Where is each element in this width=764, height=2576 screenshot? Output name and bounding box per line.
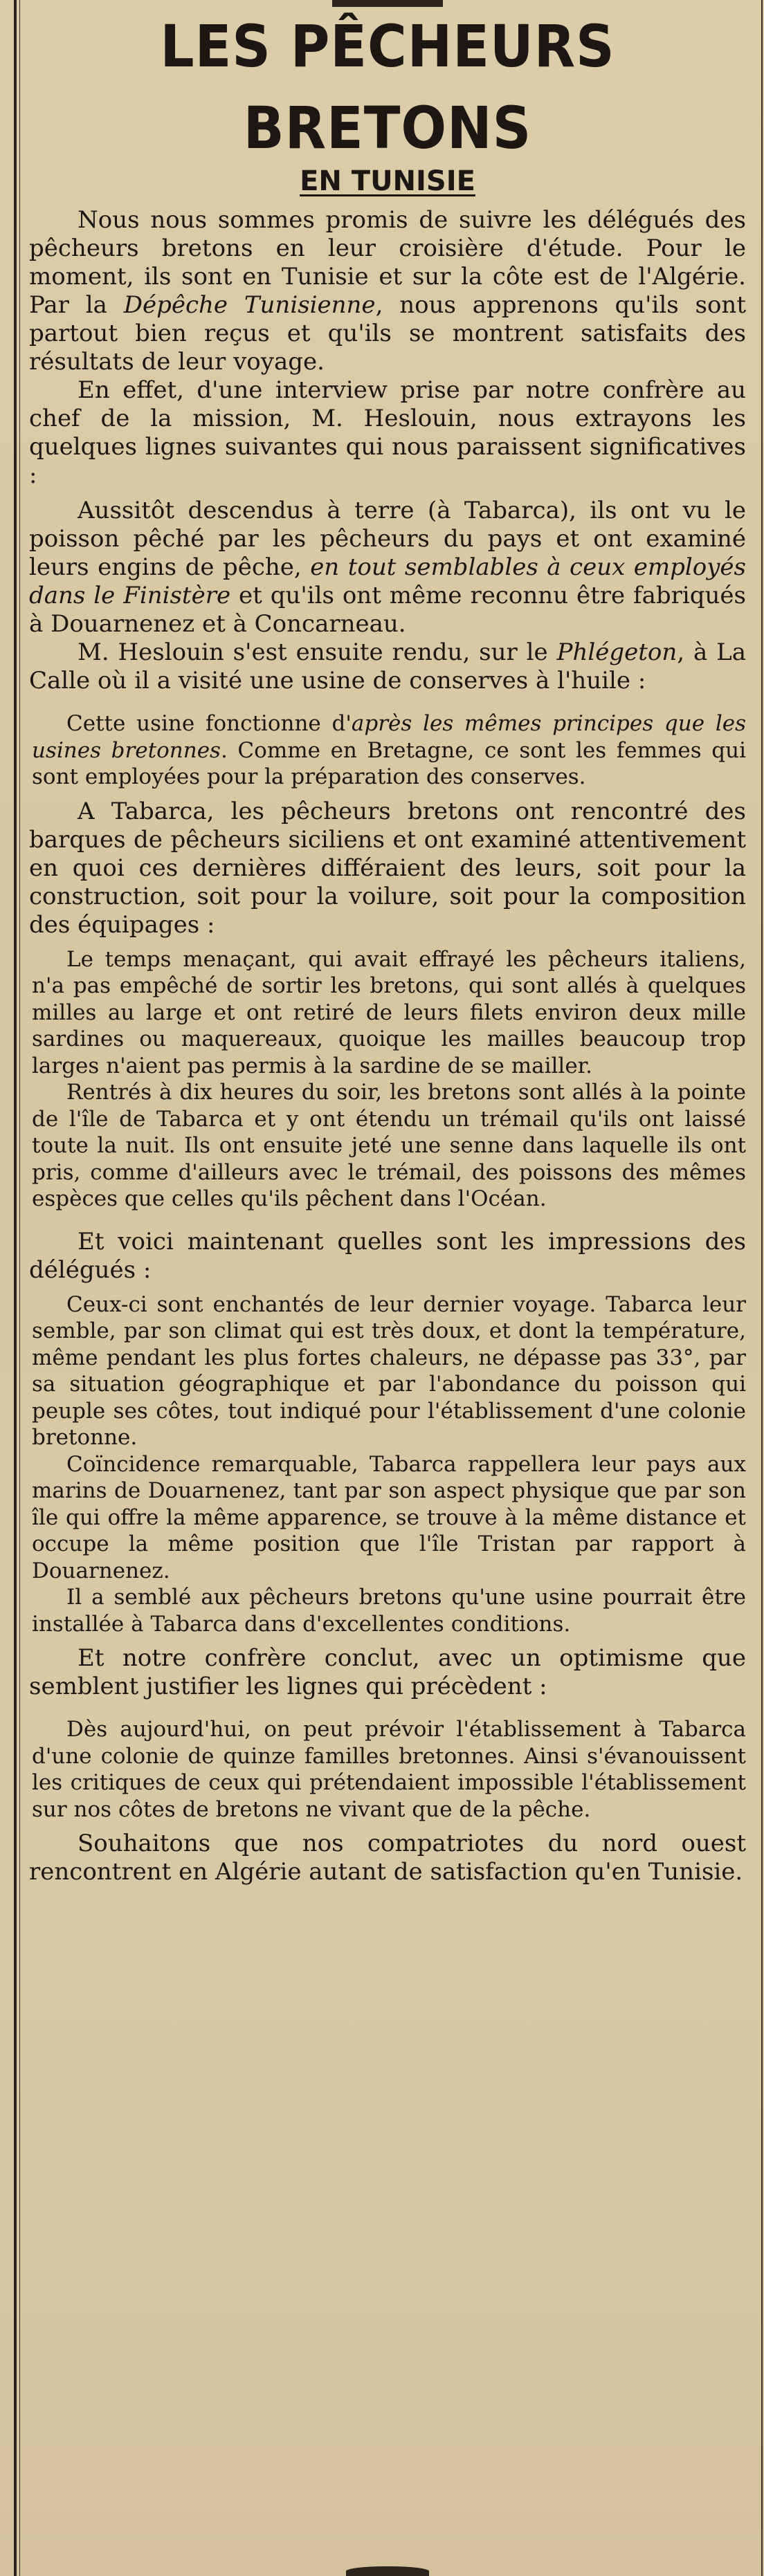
quote-paragraph-14: Dès aujourd'hui, on peut prévoir l'établissement à Tabarca d'une colonie de quinze familles bretonnes. Ainsi s'évanouissent les critiques de ceux qui prétendaient impossible l'établissement sur nos côtes de bretons ne vivant que de la pêche. (32, 1717, 746, 1822)
column-rule-right (761, 0, 763, 2576)
paragraph-15: Souhaitons que nos compatriotes du nord ouest rencontrent en Algérie autant de satisfaction qu'en Tunisie. (29, 1830, 746, 1886)
article (29, 6, 746, 1886)
column-rule-left (14, 0, 17, 2576)
quote-paragraph-8: Rentrés à dix heures du soir, les bretons sont allés à la pointe de l'île de Tabarca et y ont étendu un trémail qu'ils ont laissé toute la nuit. Ils ont ensuite jeté une senne dans laquelle ils ont pris, comme d'ailleurs avec le trémail, des poissons des mêmes espèces que celles qu'ils pêchent dans l'Océan. (32, 1080, 746, 1211)
quote-paragraph-5: Cette usine fonctionne d'après les mêmes principes que les usines bretonnes. Comme en Bretagne, ce sont les femmes qui sont employées pour la préparation des conserves. (32, 711, 746, 789)
paragraph-2: En effet, d'une interview prise par notre confrère au chef de la mission, M. Heslouin, nous extrayons les quelques lignes suivantes qui nous paraissent significatives : (29, 376, 746, 489)
paragraph-4: M. Heslouin s'est ensuite rendu, sur le Phlégeton, à La Calle où il a visité une usine de conserves à l'huile : (29, 638, 746, 694)
column-rule-left-thin (19, 0, 20, 2576)
quote-paragraph-10: Ceux-ci sont enchantés de leur dernier voyage. Tabarca leur semble, par son climat qui est très doux, et dont la température, même pendant les plus fortes chaleurs, ne dépasse pas 33°, par sa situation géographique et par l'abondance du poisson qui peuple ses côtes, tout indiqué pour l'établissement d'une colonie bretonne. (32, 1291, 746, 1450)
article-subtitle: EN TUNISIE (300, 165, 475, 197)
paragraph-9: Et voici maintenant quelles sont les impressions des délégués : (29, 1227, 746, 1284)
paragraph-13: Et notre confrère conclut, avec un optimisme que semblent justifier les lignes qui précèdent : (29, 1644, 746, 1700)
quote-paragraph-3: Aussitôt descendus à terre (à Tabarca), ils ont vu le poisson pêché par les pêcheurs du pays et ont examiné leurs engins de pêche, en tout semblables à ceux employés dans le Finistère et qu'ils ont même reconnu être fabriqués à Douarnenez et à Concarneau. (29, 497, 747, 638)
paragraph-6: A Tabarca, les pêcheurs bretons ont rencontré des barques de pêcheurs siciliens et ont examiné attentivement en quoi ces dernières différaient des leurs, soit pour la construction, soit pour la voilure, soit pour la composition des équipages : (29, 797, 746, 939)
article-title: LES PÊCHEURS BRETONS (160, 12, 615, 162)
quote-paragraph-7: Le temps menaçant, qui avait effrayé les pêcheurs italiens, n'a pas empêché de sortir les bretons, qui sont allés à quelques milles au large et ont retiré de leurs filets environ deux mille sardines ou maquereaux, quoique les mailles beaucoup trop larges n'aient pas permis à la sardine de se mailler. (32, 946, 746, 1078)
quote-paragraph-12: Il a semblé aux pêcheurs bretons qu'une usine pourrait être installée à Tabarca dans d'excellentes conditions. (32, 1585, 746, 1637)
quote-paragraph-11: Coïncidence remarquable, Tabarca rappellera leur pays aux marins de Douarnenez, tant par son aspect physique que par son île qui offre la même apparence, se trouve à la même distance et occupe la même position que l'île Tristan par rapport à Douarnenez. (32, 1451, 746, 1583)
bottom-ornament (346, 2566, 429, 2576)
paragraph-1: Nous nous sommes promis de suivre les délégués des pêcheurs bretons en leur croisière d'étude. Pour le moment, ils sont en Tunisie et sur la côte est de l'Algérie. Par la Dépêche Tunisienne, nous apprenons qu'ils sont partout bien reçus et qu'ils se montrent satisfaits des résultats de leur voyage. (29, 206, 746, 376)
